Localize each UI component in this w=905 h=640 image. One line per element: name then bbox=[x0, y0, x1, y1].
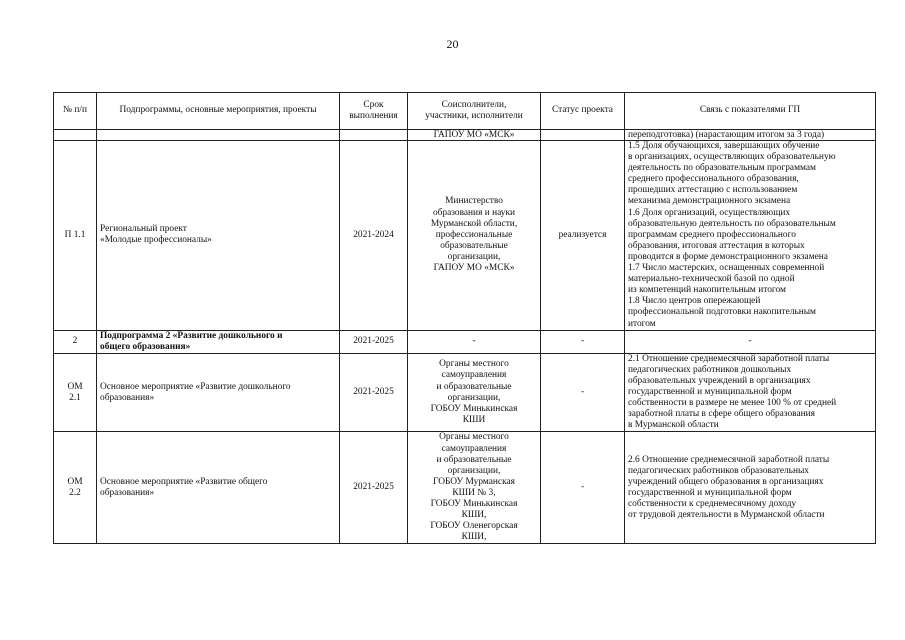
header-status: Статус проекта bbox=[541, 93, 625, 130]
header-link: Связь с показателями ГП bbox=[625, 93, 876, 130]
cell-term: 2021-2025 bbox=[340, 353, 408, 432]
cell-link: 1.5 Доля обучающихся, завершающих обучение в организациях, осуществляющих образовательную деятельность по образовательным программам среднего профессионального образования, прошедших аттестацию с использованием механизма демонстрационного экзамена 1.6 Доля организаций, осуществляющих образовательную деятельность по образовательным программам среднего профессионального образования, итоговая аттестация в которых проводится в форме демонстрационного экзамена 1.7 Число мастерских, оснащенных современной материально-технической базой по одной из компетенций накопительным итогом 1.8 Число центров опережающей профессиональной подготовки накопительным итогом bbox=[625, 141, 876, 331]
cell-name: Основное мероприятие «Развитие общего образования» bbox=[97, 432, 340, 544]
cell-link: 2.1 Отношение среднемесячной заработной платы педагогических работников дошкольных образовательных учреждений в организациях государственной и муниципальной форм собственности в размере не менее 100 % от средней заработной платы в сфере общего образования в Мурманской области bbox=[625, 353, 876, 432]
cell-status: реализуется bbox=[541, 141, 625, 331]
table-row-om-2-1 bbox=[54, 353, 876, 432]
cell-name: Подпрограмма 2 «Развитие дошкольного и общего образования» bbox=[97, 330, 340, 353]
cell-executors: Министерство образования и науки Мурманской области, профессиональные образовательные организации, ГАПОУ МО «МСК» bbox=[408, 141, 541, 331]
table-row-p1-1 bbox=[54, 141, 876, 331]
program-table bbox=[53, 92, 876, 544]
table-row-om-2-2 bbox=[54, 432, 876, 544]
cell-status bbox=[541, 130, 625, 141]
cell-name: Региональный проект «Молодые профессионалы» bbox=[97, 141, 340, 331]
header-name: Подпрограммы, основные мероприятия, проекты bbox=[97, 93, 340, 130]
cell-num: 2 bbox=[54, 330, 97, 353]
cell-status: - bbox=[541, 432, 625, 544]
cell-num bbox=[54, 130, 97, 141]
cell-link: переподготовка) (нарастающим итогом за 3 года) bbox=[625, 130, 876, 141]
cell-executors: ГАПОУ МО «МСК» bbox=[408, 130, 541, 141]
table-row-subprogram-2 bbox=[54, 330, 876, 353]
cell-status: - bbox=[541, 353, 625, 432]
cell-num: ОМ 2.2 bbox=[54, 432, 97, 544]
cell-term bbox=[340, 130, 408, 141]
cell-status: - bbox=[541, 330, 625, 353]
cell-name: Основное мероприятие «Развитие дошкольного образования» bbox=[97, 353, 340, 432]
cell-executors: Органы местного самоуправления и образовательные организации, ГОБОУ Минькинская КШИ bbox=[408, 353, 541, 432]
header-executors: Соисполнители, участники, исполнители bbox=[408, 93, 541, 130]
cell-term: 2021-2025 bbox=[340, 432, 408, 544]
header-num: № п/п bbox=[54, 93, 97, 130]
cell-executors: - bbox=[408, 330, 541, 353]
page-number: 20 bbox=[446, 37, 459, 51]
cell-term: 2021-2024 bbox=[340, 141, 408, 331]
table-row-continuation bbox=[54, 130, 876, 141]
cell-name bbox=[97, 130, 340, 141]
cell-term: 2021-2025 bbox=[340, 330, 408, 353]
cell-num: ОМ 2.1 bbox=[54, 353, 97, 432]
header-term: Срок выполнения bbox=[340, 93, 408, 130]
cell-link: - bbox=[625, 330, 876, 353]
cell-num: П 1.1 bbox=[54, 141, 97, 331]
cell-link: 2.6 Отношение среднемесячной заработной платы педагогических работников образовательных учреждений общего образования в организациях государственной и муниципальной форм собственности к среднемесячному доходу от трудовой деятельности в Мурманской области bbox=[625, 432, 876, 544]
table-header-row bbox=[54, 93, 876, 130]
cell-executors: Органы местного самоуправления и образовательные организации, ГОБОУ Мурманская КШИ № 3, ГОБОУ Минькинская КШИ, ГОБОУ Оленегорская КШИ, bbox=[408, 432, 541, 544]
